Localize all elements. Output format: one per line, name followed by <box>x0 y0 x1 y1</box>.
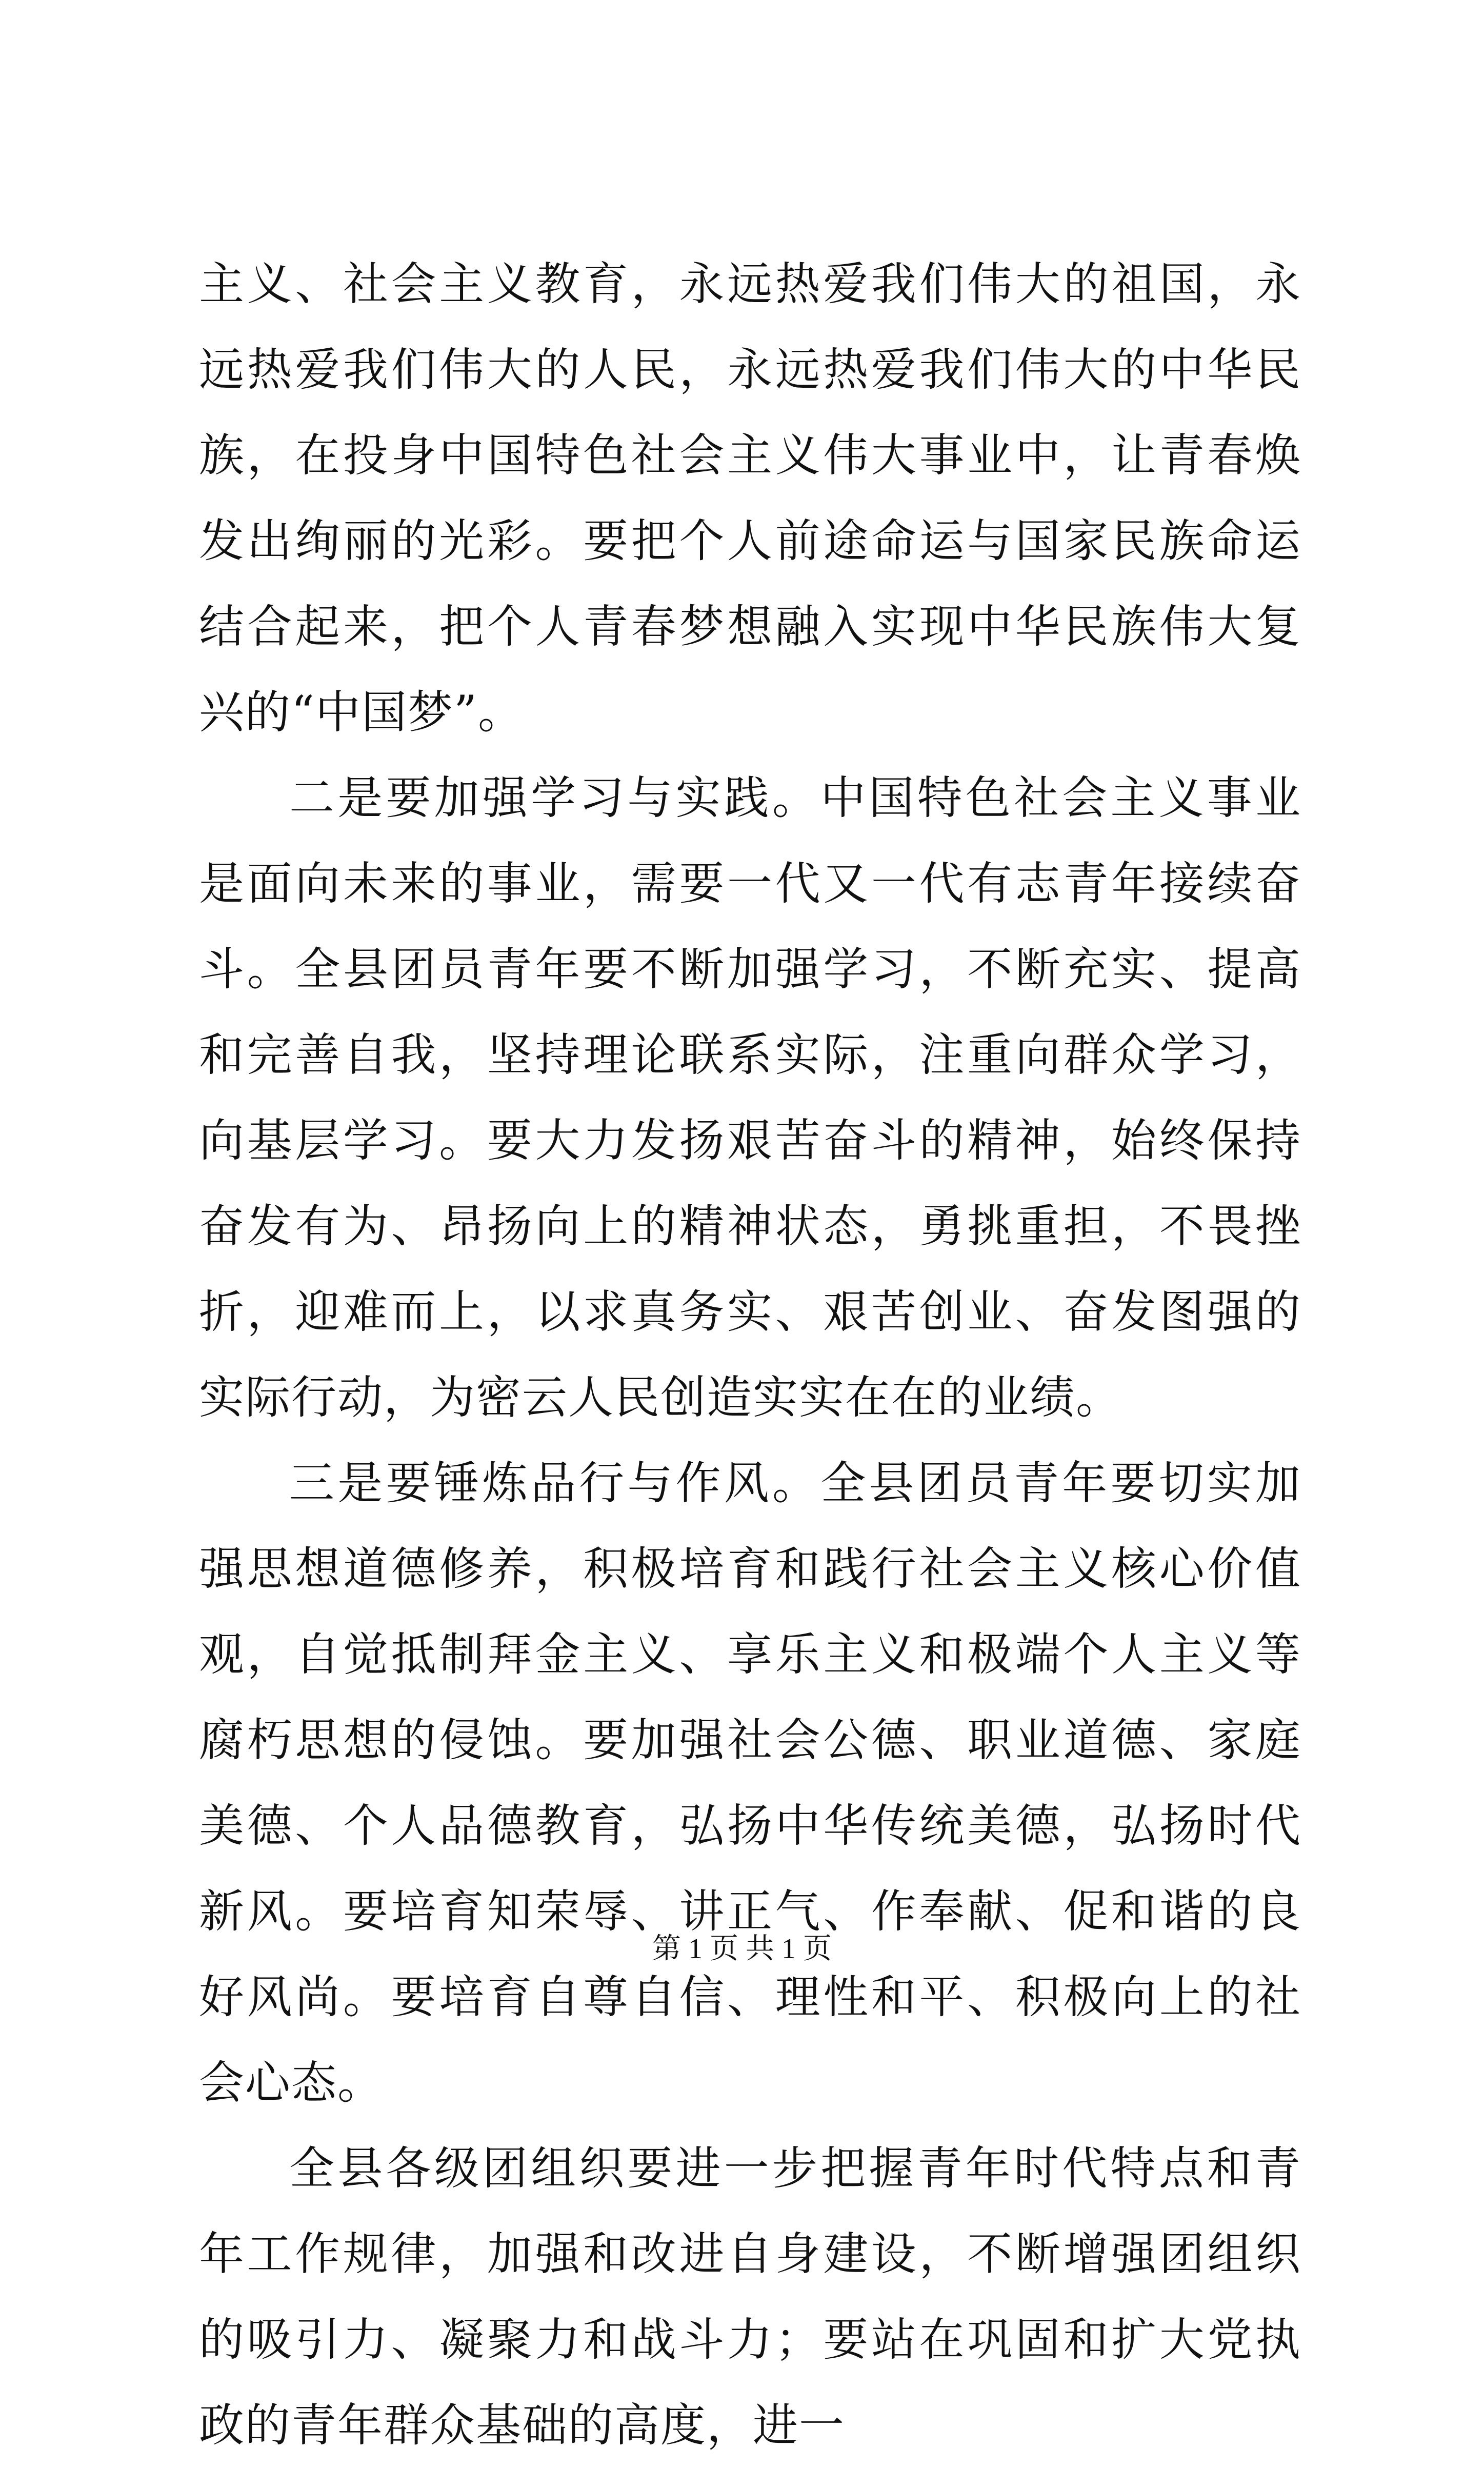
document-body <box>199 241 1301 2468</box>
paragraph-1: 主义、社会主义教育，永远热爱我们伟大的祖国，永远热爱我们伟大的人民，永远热爱我们伟大的中华民族，在投身中国特色社会主义伟大事业中，让青春焕发出绚丽的光彩。要把个人前途命运与国家民族命运结合起来，把个人青春梦想融入实现中华民族伟大复兴的“中国梦”。 <box>199 257 1301 739</box>
paragraph-4: 全县各级团组织要进一步把握青年时代特点和青年工作规律，加强和改进自身建设，不断增强团组织的吸引力、凝聚力和战斗力；要站在巩固和扩大党执政的青年群众基础的高度，进一 <box>199 2142 1301 2452</box>
paragraph-3: 三是要锤炼品行与作风。全县团员青年要切实加强思想道德修养，积极培育和践行社会主义核心价值观，自觉抵制拜金主义、享乐主义和极端个人主义等腐朽思想的侵蚀。要加强社会公德、职业道德、家庭美德、个人品德教育，弘扬中华传统美德，弘扬时代新风。要培育知荣辱、讲正气、作奉献、促和谐的良好风尚。要培育自尊自信、理性和平、积极向上的社会心态。 <box>199 1457 1301 2109</box>
page-footer: 第 1 页 共 1 页 <box>652 1933 832 1965</box>
paragraph-2: 二是要加强学习与实践。中国特色社会主义事业是面向未来的事业，需要一代又一代有志青年接续奋斗。全县团员青年要不断加强学习，不断充实、提高和完善自我，坚持理论联系实际，注重向群众学习，向基层学习。要大力发扬艰苦奋斗的精神，始终保持奋发有为、昂扬向上的精神状态，勇挑重担，不畏挫折，迎难而上，以求真务实、艰苦创业、奋发图强的实际行动，为密云人民创造实实在在的业绩。 <box>199 771 1301 1424</box>
